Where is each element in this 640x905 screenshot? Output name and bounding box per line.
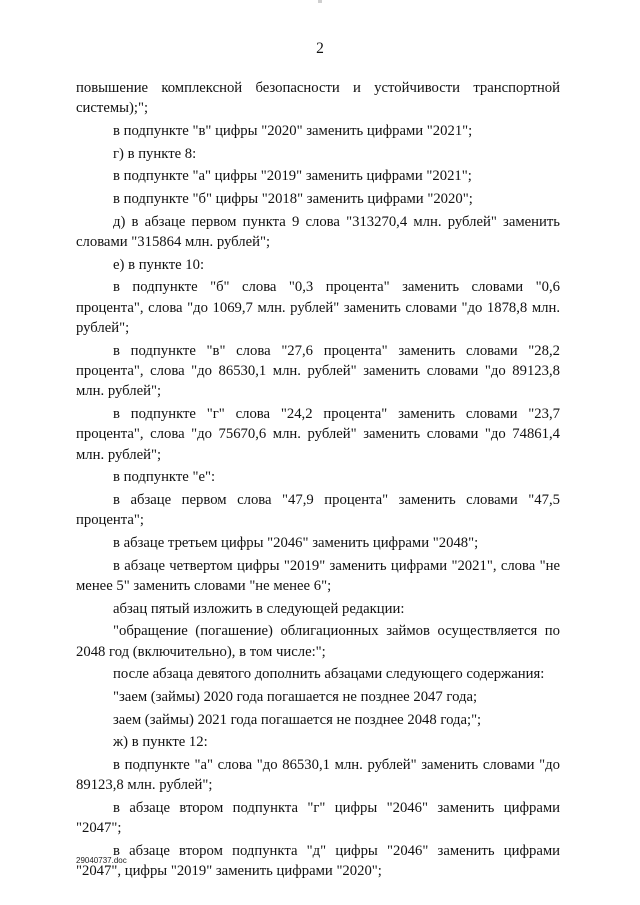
paragraph: г) в пункте 8: <box>113 145 197 162</box>
scan-mark <box>318 0 322 3</box>
paragraph: в абзаце четвертом цифры "2019" заменить цифрами "2021", слова "не менее 5" заменить словами "не менее 6"; <box>76 557 560 594</box>
paragraph: в подпункте "г" слова "24,2 процента" заменить словами "23,7 процента", слова "до 75670,6 млн. рублей" заменить словами "до 74861,4 млн. рублей"; <box>76 405 560 463</box>
page-number: 2 <box>316 40 324 57</box>
paragraph: в абзаце втором подпункта "г" цифры "2046" заменить цифрами "2047"; <box>76 800 560 837</box>
document-body <box>76 78 560 882</box>
paragraph: заем (займы) 2021 года погашается не позднее 2048 года;"; <box>113 711 482 728</box>
paragraph: в абзаце втором подпункта "д" цифры "2046" заменить цифрами "2047", цифры "2019" заменить цифрами "2020"; <box>76 842 560 880</box>
paragraph: е) в пункте 10: <box>113 256 205 273</box>
paragraph: в подпункте "в" цифры "2020" заменить цифрами "2021"; <box>113 122 473 139</box>
paragraph: "обращение (погашение) облигационных займов осуществляется по 2048 год (включительно), в том числе:"; <box>76 623 560 660</box>
paragraph: в абзаце третьем цифры "2046" заменить цифрами "2048"; <box>113 534 479 551</box>
paragraph: д) в абзаце первом пункта 9 слова "313270,4 млн. рублей" заменить словами "315864 млн. рублей"; <box>76 213 560 251</box>
paragraph: в подпункте "в" слова "27,6 процента" заменить словами "28,2 процента", слова "до 86530,1 млн. рублей" заменить словами "до 89123,8 млн. рублей"; <box>76 342 560 400</box>
paragraph: в подпункте "б" цифры "2018" заменить цифрами "2020"; <box>113 191 473 208</box>
paragraph: в абзаце первом слова "47,9 процента" заменить словами "47,5 процента"; <box>76 491 560 529</box>
paragraph: в подпункте "а" цифры "2019" заменить цифрами "2021"; <box>113 168 472 185</box>
paragraph: ж) в пункте 12: <box>113 734 208 751</box>
paragraph: в подпункте "а" слова "до 86530,1 млн. рублей" заменить словами "до 89123,8 млн. рублей"; <box>76 757 560 794</box>
paragraph: после абзаца девятого дополнить абзацами следующего содержания: <box>113 666 545 683</box>
paragraph: в подпункте "б" слова "0,3 процента" заменить словами "0,6 процента", слова "до 1069,7 млн. рублей" заменить словами "до 1878,8 млн. рублей"; <box>76 279 560 336</box>
paragraph: абзац пятый изложить в следующей редакции: <box>113 600 405 617</box>
paragraph: в подпункте "е": <box>113 469 216 486</box>
paragraph: повышение комплексной безопасности и устойчивости транспортной системы);"; <box>76 80 560 117</box>
paragraph: "заем (займы) 2020 года погашается не позднее 2047 года; <box>113 688 478 705</box>
footer-filename: 29040737.doc <box>76 856 127 865</box>
